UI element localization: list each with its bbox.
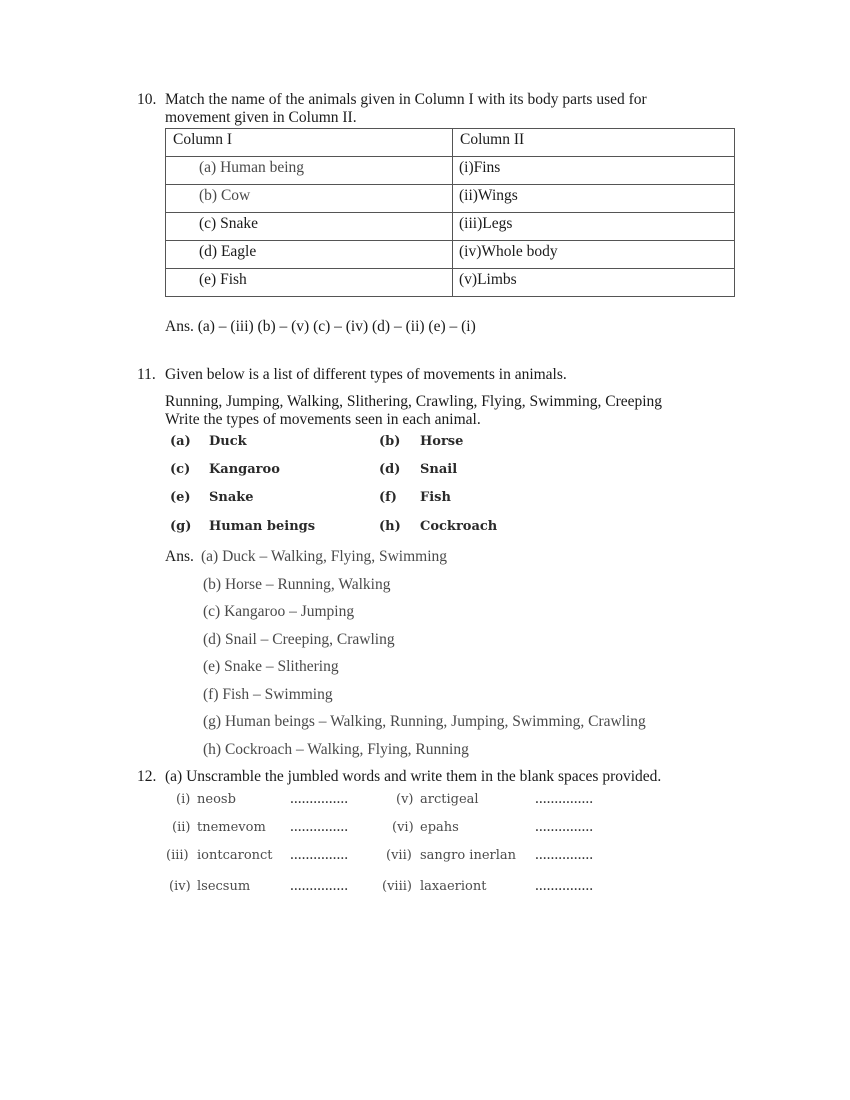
table-row [166, 157, 735, 185]
animal-name: Human beings [209, 519, 316, 534]
animal-label: (e) [170, 490, 191, 505]
table-row [166, 185, 735, 213]
word-label: (vii) [386, 848, 412, 863]
table-row [166, 269, 735, 297]
animal-name: Snake [209, 490, 254, 505]
jumbled-word: iontcaronct [197, 848, 273, 863]
q11-question-line1: Given below is a list of different types of movements in animals. [165, 366, 567, 383]
word-label: (ii) [172, 820, 191, 835]
q10-question-line2: movement given in Column II. [165, 109, 357, 126]
answer-blank[interactable]: ............... [535, 846, 594, 863]
word-label: (i) [176, 792, 191, 807]
animal-cell: (a) Human being [199, 159, 305, 176]
q11-number: 11. [137, 366, 156, 383]
q11-answer-line: (e) Snake – Slithering [203, 658, 339, 675]
animal-cell: (d) Eagle [199, 243, 257, 260]
animal-name: Fish [420, 490, 451, 505]
answer-blank[interactable]: ............... [290, 790, 349, 807]
table-row [166, 213, 735, 241]
q11-instruction: Write the types of movements seen in each animal. [165, 411, 481, 428]
table-header-row [166, 129, 735, 157]
q11-answer-line: (f) Fish – Swimming [203, 686, 333, 703]
body-part-cell: (v)Limbs [459, 271, 517, 288]
q11-movements-list: Running, Jumping, Walking, Slithering, Crawling, Flying, Swimming, Creeping [165, 393, 663, 410]
body-part-cell: (iv)Whole body [459, 243, 558, 260]
jumbled-word: tnemevom [197, 820, 266, 835]
q10-question-line1: Match the name of the animals given in Column I with its body parts used for [165, 91, 647, 108]
jumbled-word: neosb [197, 792, 236, 807]
body-part-cell: (i)Fins [459, 159, 501, 176]
answer-blank[interactable]: ............... [290, 818, 349, 835]
table-row [166, 241, 735, 269]
q11-answer-line: (b) Horse – Running, Walking [203, 576, 391, 593]
animal-name: Duck [209, 434, 247, 449]
body-part-cell: (ii)Wings [459, 187, 518, 204]
match-table [165, 128, 735, 297]
q12-number: 12. [137, 768, 157, 785]
answer-blank[interactable]: ............... [535, 877, 594, 894]
animal-name: Kangaroo [209, 462, 280, 477]
jumbled-word: arctigeal [420, 792, 479, 807]
animal-label: (h) [379, 519, 401, 534]
jumbled-word: lsecsum [197, 879, 251, 894]
word-label: (viii) [382, 879, 412, 894]
word-label: (v) [396, 792, 414, 807]
q11-answer-line: (c) Kangaroo – Jumping [203, 603, 355, 620]
column-1-header: Column I [173, 131, 232, 148]
animal-cell: (c) Snake [199, 215, 258, 232]
q11-answer-line: (a) Duck – Walking, Flying, Swimming [201, 548, 448, 565]
q12-question-line1: (a) Unscramble the jumbled words and write them in the blank spaces provided. [165, 768, 662, 785]
word-label: (iv) [169, 879, 191, 894]
q11-answer-line: (g) Human beings – Walking, Running, Jumping, Swimming, Crawling [203, 713, 646, 730]
q10-answer: Ans. (a) – (iii) (b) – (v) (c) – (iv) (d) – (ii) (e) – (i) [165, 318, 476, 335]
animal-label: (b) [379, 434, 401, 449]
answer-blank[interactable]: ............... [290, 846, 349, 863]
jumbled-word: epahs [420, 820, 459, 835]
jumbled-word: laxaeriont [420, 879, 487, 894]
q11-answer-line: (d) Snail – Creeping, Crawling [203, 631, 395, 648]
answer-blank[interactable]: ............... [535, 790, 594, 807]
q11-answer-prefix: Ans. [165, 548, 194, 565]
animal-label: (c) [170, 462, 191, 477]
word-label: (vi) [392, 820, 414, 835]
jumbled-word: sangro inerlan [420, 848, 517, 863]
body-part-cell: (iii)Legs [459, 215, 513, 232]
animal-label: (d) [379, 462, 401, 477]
animal-cell: (b) Cow [199, 187, 251, 204]
column-2-header: Column II [460, 131, 525, 148]
animal-label: (a) [170, 434, 191, 449]
q10-number: 10. [137, 91, 157, 108]
animal-name: Horse [420, 434, 464, 449]
word-label: (iii) [166, 848, 189, 863]
animal-name: Snail [420, 462, 458, 477]
animal-name: Cockroach [420, 519, 498, 534]
animal-label: (f) [379, 490, 397, 505]
answer-blank[interactable]: ............... [535, 818, 594, 835]
animal-cell: (e) Fish [199, 271, 247, 288]
q11-answer-line: (h) Cockroach – Walking, Flying, Running [203, 741, 469, 758]
animal-label: (g) [170, 519, 192, 534]
answer-blank[interactable]: ............... [290, 877, 349, 894]
